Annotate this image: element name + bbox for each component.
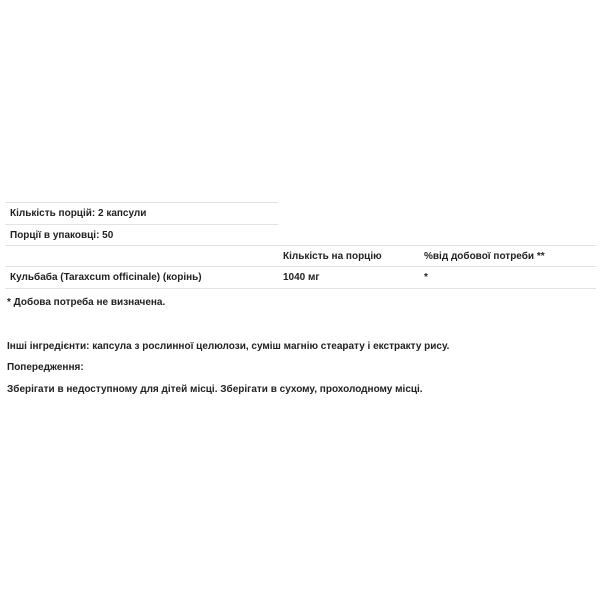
ingredient-daily-value: *: [424, 272, 428, 283]
warnings-heading: Попередження:: [7, 362, 84, 373]
header-divider: [5, 266, 596, 267]
serving-size: Кількість порцій: 2 капсули: [10, 208, 147, 219]
servings-per-container: Порції в упаковці: 50: [10, 230, 114, 241]
other-ingredients: Інші інгредієнти: капсула з рослинної целюлози, суміш магнію стеарату і екстракту рису.: [7, 341, 450, 352]
ingredient-name: Кульбаба (Taraxcum officinale) (корінь): [10, 272, 202, 283]
table-top-divider: [5, 202, 278, 203]
ingredient-amount: 1040 мг: [283, 272, 320, 283]
serving-size-divider: [5, 224, 278, 225]
table-bottom-divider: [5, 288, 596, 289]
header-amount-per-serving: Кількість на порцію: [283, 251, 382, 262]
servings-divider: [5, 245, 596, 246]
daily-value-footnote: * Добова потреба не визначена.: [7, 297, 166, 308]
warnings-text: Зберігати в недоступному для дітей місці. Зберігати в сухому, прохолодному місці.: [7, 384, 423, 395]
header-daily-value: %від добової потреби **: [424, 251, 545, 262]
